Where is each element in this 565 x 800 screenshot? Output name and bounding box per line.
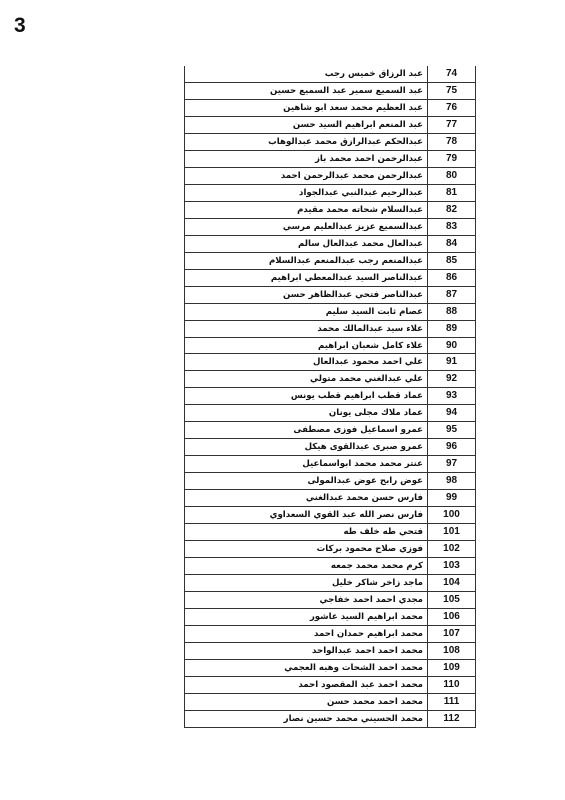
table-row bbox=[185, 270, 475, 287]
row-number-cell: 101 bbox=[443, 526, 460, 538]
table-row bbox=[185, 168, 475, 185]
row-number-cell: 95 bbox=[445, 424, 458, 436]
name-cell: عماد ملاك مجلى يونان bbox=[185, 405, 428, 421]
page-number: 3 bbox=[14, 14, 26, 37]
table-row bbox=[185, 405, 475, 422]
row-number-cell: 99 bbox=[445, 492, 458, 504]
name-cell: محمد الحسيني محمد حسين نصار bbox=[185, 711, 428, 727]
table-row bbox=[185, 677, 475, 694]
table-row bbox=[185, 422, 475, 439]
name-cell: عصام ثابت السيد سليم bbox=[185, 304, 428, 320]
row-number-cell: 90 bbox=[445, 339, 458, 351]
row-number-cell: 94 bbox=[445, 407, 458, 419]
row-number-cell: 83 bbox=[445, 220, 458, 232]
table-row bbox=[185, 100, 475, 117]
table-row bbox=[185, 473, 475, 490]
table-row bbox=[185, 609, 475, 626]
row-number-cell: 88 bbox=[445, 305, 458, 317]
table-row bbox=[185, 117, 475, 134]
row-number-cell: 98 bbox=[445, 475, 458, 487]
table-row bbox=[185, 304, 475, 321]
name-cell: فارس نصر الله عبد القوي السعداوي bbox=[185, 507, 428, 523]
name-cell: فوزي صلاح محمود بركات bbox=[185, 541, 428, 557]
name-cell: عمرو اسماعيل فوزى مصطفى bbox=[185, 422, 428, 438]
name-cell: عبدالرحمن محمد عبدالرحمن احمد bbox=[185, 168, 428, 184]
table-row bbox=[185, 626, 475, 643]
name-cell: علاء كامل شعبان ابراهيم bbox=[185, 338, 428, 354]
table-row bbox=[185, 134, 475, 151]
name-cell: علي عبدالغني محمد متولي bbox=[185, 371, 428, 387]
row-number-cell: 105 bbox=[443, 594, 460, 606]
name-cell: عبدالناصر السيد عبدالمعطي ابراهيم bbox=[185, 270, 428, 286]
row-number-cell: 109 bbox=[443, 661, 460, 673]
row-number-cell: 112 bbox=[443, 712, 460, 724]
name-cell: عبدالعال محمد عبدالعال سالم bbox=[185, 236, 428, 252]
name-cell: عبد العظيم محمد سعد ابو شاهين bbox=[185, 100, 428, 116]
row-number-cell: 96 bbox=[445, 441, 458, 453]
name-cell: عنتر محمد محمد ابواسماعيل bbox=[185, 456, 428, 472]
name-cell: عبدالرحمن احمد محمد باز bbox=[185, 151, 428, 167]
name-cell: عوض رابح عوض عبدالمولى bbox=[185, 473, 428, 489]
row-number-cell: 76 bbox=[445, 101, 458, 113]
name-cell: محمد ابراهيم حمدان احمد bbox=[185, 626, 428, 642]
name-cell: عبدالناصر فتحي عبدالظاهر حسن bbox=[185, 287, 428, 303]
name-cell: علي احمد محمود عبدالعال bbox=[185, 354, 428, 370]
table-row bbox=[185, 83, 475, 100]
row-number-cell: 85 bbox=[445, 254, 458, 266]
table-row bbox=[185, 694, 475, 711]
row-number-cell: 102 bbox=[443, 543, 460, 555]
row-number-cell: 100 bbox=[443, 509, 460, 521]
table-row bbox=[185, 575, 475, 592]
name-cell: عبد السميع سمير عبد السميع حسين bbox=[185, 83, 428, 99]
table-row bbox=[185, 660, 475, 677]
name-cell: محمد احمد احمد عبدالواحد bbox=[185, 643, 428, 659]
table-row bbox=[185, 507, 475, 524]
row-number-cell: 107 bbox=[443, 627, 460, 639]
row-number-cell: 104 bbox=[443, 577, 460, 589]
names-table bbox=[184, 66, 476, 728]
row-number-cell: 82 bbox=[445, 203, 458, 215]
name-cell: علاء سيد عبدالمالك محمد bbox=[185, 321, 428, 337]
name-cell: ماجد زاخر شاكر خليل bbox=[185, 575, 428, 591]
table-row bbox=[185, 253, 475, 270]
table-row bbox=[185, 66, 475, 83]
table-row bbox=[185, 541, 475, 558]
name-cell: مجدي احمد احمد خفاجي bbox=[185, 592, 428, 608]
name-cell: عبدالسلام شحاته محمد مقيدم bbox=[185, 202, 428, 218]
row-number-cell: 77 bbox=[445, 118, 458, 130]
table-row bbox=[185, 151, 475, 168]
name-cell: عبد المنعم ابراهيم السيد حسن bbox=[185, 117, 428, 133]
name-cell: عماد قطب ابراهيم قطب يونس bbox=[185, 388, 428, 404]
row-number-cell: 93 bbox=[445, 390, 458, 402]
table-row bbox=[185, 219, 475, 236]
name-cell: فتحي طه خلف طه bbox=[185, 524, 428, 540]
table-row bbox=[185, 338, 475, 355]
row-number-cell: 89 bbox=[445, 322, 458, 334]
row-number-cell: 106 bbox=[443, 611, 460, 622]
name-cell: عبدالحكم عبدالرازق محمد عبدالوهاب bbox=[185, 134, 428, 150]
row-number-cell: 78 bbox=[445, 135, 458, 147]
row-number-cell: 87 bbox=[445, 288, 458, 300]
name-cell: فارس حسن محمد عبدالغني bbox=[185, 490, 428, 506]
table-row bbox=[185, 202, 475, 219]
row-number-cell: 84 bbox=[445, 237, 458, 249]
row-number-cell: 91 bbox=[445, 356, 458, 368]
row-number-cell: 86 bbox=[445, 271, 458, 283]
table-row bbox=[185, 321, 475, 338]
name-cell: محمد احمد الشحات وهبه العجمي bbox=[185, 660, 428, 676]
table-row bbox=[185, 287, 475, 304]
row-number-cell: 74 bbox=[445, 68, 458, 79]
table-row bbox=[185, 558, 475, 575]
row-number-cell: 108 bbox=[443, 644, 460, 656]
row-number-cell: 75 bbox=[445, 84, 458, 96]
table-row bbox=[185, 388, 475, 405]
table-row bbox=[185, 456, 475, 473]
row-number-cell: 97 bbox=[445, 458, 458, 470]
name-cell: كرم محمد محمد جمعه bbox=[185, 558, 428, 574]
row-number-cell: 80 bbox=[445, 169, 458, 181]
table-row bbox=[185, 354, 475, 371]
table-row bbox=[185, 185, 475, 202]
row-number-cell: 110 bbox=[443, 678, 460, 690]
table-row bbox=[185, 439, 475, 456]
name-cell: عبدالرحيم عبدالنبي عبدالجواد bbox=[185, 185, 428, 201]
row-number-cell: 81 bbox=[445, 186, 458, 198]
row-number-cell: 79 bbox=[445, 152, 458, 164]
name-cell: عبد الرزاق خميس رجب bbox=[185, 66, 428, 82]
table-row bbox=[185, 490, 475, 507]
name-cell: محمد احمد عبد المقصود احمد bbox=[185, 677, 428, 693]
name-cell: عمرو صبرى عبدالقوى هيكل bbox=[185, 439, 428, 455]
row-number-cell: 103 bbox=[443, 560, 460, 572]
name-cell: محمد ابراهيم السيد عاشور bbox=[185, 609, 428, 625]
table-row bbox=[185, 236, 475, 253]
table-row bbox=[185, 643, 475, 660]
name-cell: عبدالمنعم رجب عبدالمنعم عبدالسلام bbox=[185, 253, 428, 269]
table-row bbox=[185, 711, 475, 728]
table-row bbox=[185, 592, 475, 609]
table-row bbox=[185, 371, 475, 388]
name-cell: محمد احمد محمد حسن bbox=[185, 694, 428, 710]
name-cell: عبدالسميع عزيز عبدالعليم مرسي bbox=[185, 219, 428, 235]
row-number-cell: 92 bbox=[445, 373, 458, 385]
row-number-cell: 111 bbox=[443, 695, 460, 707]
table-row bbox=[185, 524, 475, 541]
